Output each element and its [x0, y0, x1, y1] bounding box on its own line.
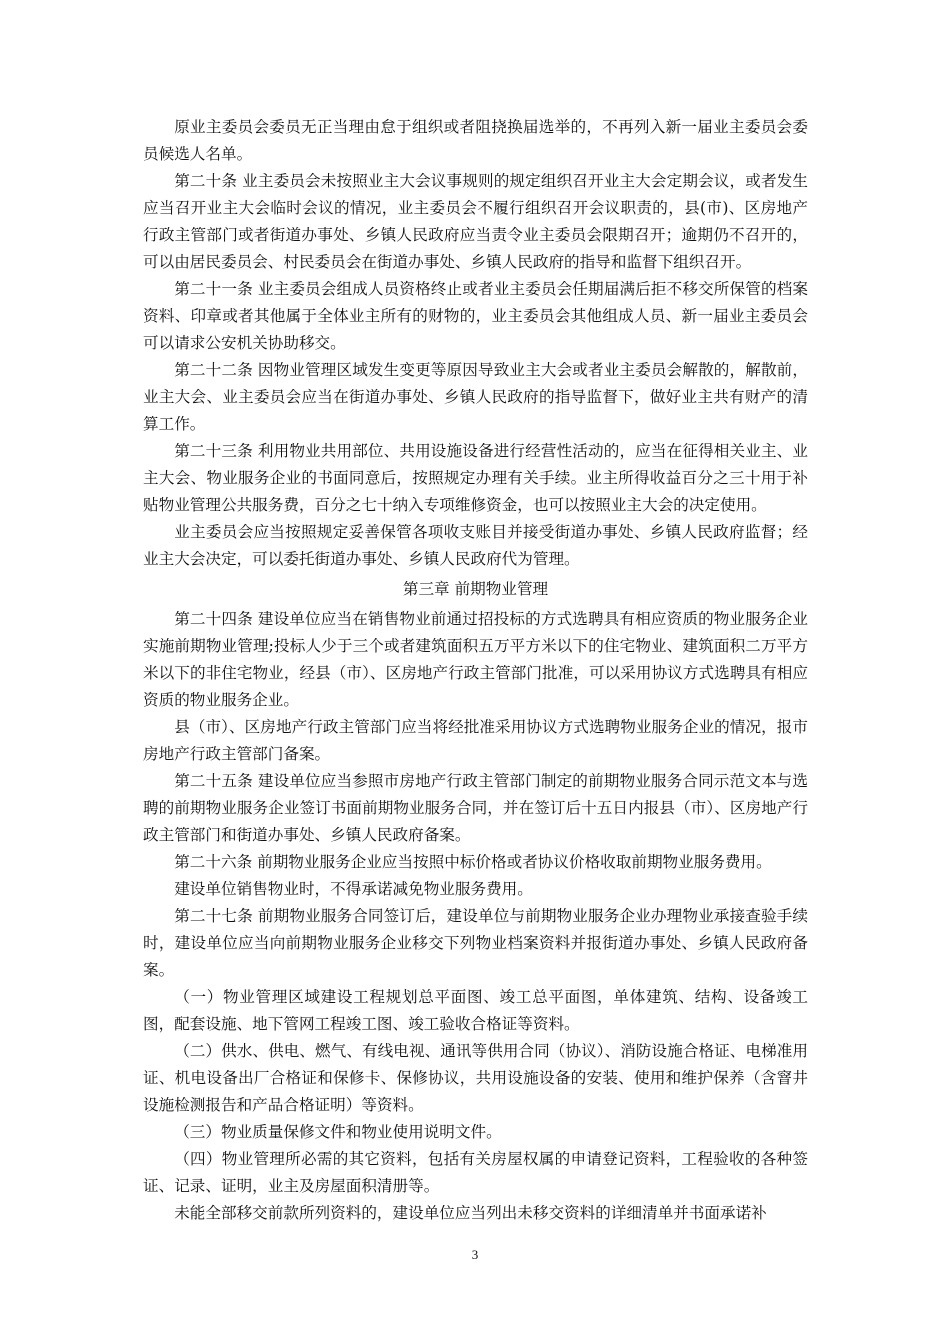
page-number: 3: [471, 1247, 479, 1262]
article-22: 第二十二条 因物业管理区域发生变更等原因导致业主大会或者业主委员会解散的，解散前，业主大会、业主委员会应当在街道办事处、乡镇人民政府的指导监督下，做好业主共有财产的清算工作。: [143, 361, 808, 433]
document-body: [143, 114, 808, 1227]
paragraph: 原业主委员会委员无正当理由怠于组织或者阻挠换届选举的，不再列入新一届业主委员会委员候选人名单。: [143, 118, 808, 163]
paragraph: 未能全部移交前款所列资料的，建设单位应当列出未移交资料的详细清单并书面承诺补: [174, 1204, 767, 1222]
list-item: （一）物业管理区域建设工程规划总平面图、竣工总平面图，单体建筑、结构、设备竣工图，配套设施、地下管网工程竣工图、竣工验收合格证等资料。: [143, 988, 808, 1033]
list-item: （二）供水、供电、燃气、有线电视、通讯等供用合同（协议）、消防设施合格证、电梯准用证、机电设备出厂合格证和保修卡、保修协议，共用设施设备的安装、使用和维护保养（含窨井设施检测报告和产品合格证明）等资料。: [143, 1042, 808, 1114]
article-25: 第二十五条 建设单位应当参照市房地产行政主管部门制定的前期物业服务合同示范文本与选聘的前期物业服务企业签订书面前期物业服务合同，并在签订后十五日内报县（市）、区房地产行政主管部门和街道办事处、乡镇人民政府备案。: [143, 772, 808, 844]
article-23: 第二十三条 利用物业共用部位、共用设施设备进行经营性活动的，应当在征得相关业主、业主大会、物业服务企业的书面同意后，按照规定办理有关手续。业主所得收益百分之三十用于补贴物业管理公共服务费，百分之七十纳入专项维修资金，也可以按照业主大会的决定使用。: [143, 442, 808, 514]
article-27: 第二十七条 前期物业服务合同签订后，建设单位与前期物业服务企业办理物业承接查验手续时，建设单位应当向前期物业服务企业移交下列物业档案资料并报街道办事处、乡镇人民政府备案。: [143, 907, 808, 979]
chapter-heading: 第三章 前期物业管理: [402, 580, 549, 598]
article-26: 第二十六条 前期物业服务企业应当按照中标价格或者协议价格收取前期物业服务费用。: [174, 853, 772, 871]
list-item: （三）物业质量保修文件和物业使用说明文件。: [174, 1123, 502, 1141]
article-20: 第二十条 业主委员会未按照业主大会议事规则的规定组织召开业主大会定期会议，或者发生应当召开业主大会临时会议的情况，业主委员会不履行组织召开会议职责的，县(市)、区房地产行政主管部门或者街道办事处、乡镇人民政府应当责令业主委员会限期召开；逾期仍不召开的，可以由居民委员会、村民委员会在街道办事处、乡镇人民政府的指导和监督下组织召开。: [143, 172, 808, 271]
list-item: （四）物业管理所必需的其它资料，包括有关房屋权属的申请登记资料，工程验收的各种签证、记录、证明，业主及房屋面积清册等。: [143, 1150, 808, 1195]
paragraph: 业主委员会应当按照规定妥善保管各项收支账目并接受街道办事处、乡镇人民政府监督；经业主大会决定，可以委托街道办事处、乡镇人民政府代为管理。: [143, 523, 808, 568]
article-21: 第二十一条 业主委员会组成人员资格终止或者业主委员会任期届满后拒不移交所保管的档案资料、印章或者其他属于全体业主所有的财物的，业主委员会其他组成人员、新一届业主委员会可以请求公安机关协助移交。: [143, 280, 808, 352]
article-24: 第二十四条 建设单位应当在销售物业前通过招投标的方式选聘具有相应资质的物业服务企业实施前期物业管理;投标人少于三个或者建筑面积五万平方米以下的住宅物业、建筑面积二万平方米以下的非住宅物业，经县（市）、区房地产行政主管部门批准，可以采用协议方式选聘具有相应资质的物业服务企业。: [143, 610, 808, 709]
paragraph: 县（市）、区房地产行政主管部门应当将经批准采用协议方式选聘物业服务企业的情况，报市房地产行政主管部门备案。: [143, 718, 808, 763]
paragraph: 建设单位销售物业时，不得承诺减免物业服务费用。: [174, 880, 533, 898]
